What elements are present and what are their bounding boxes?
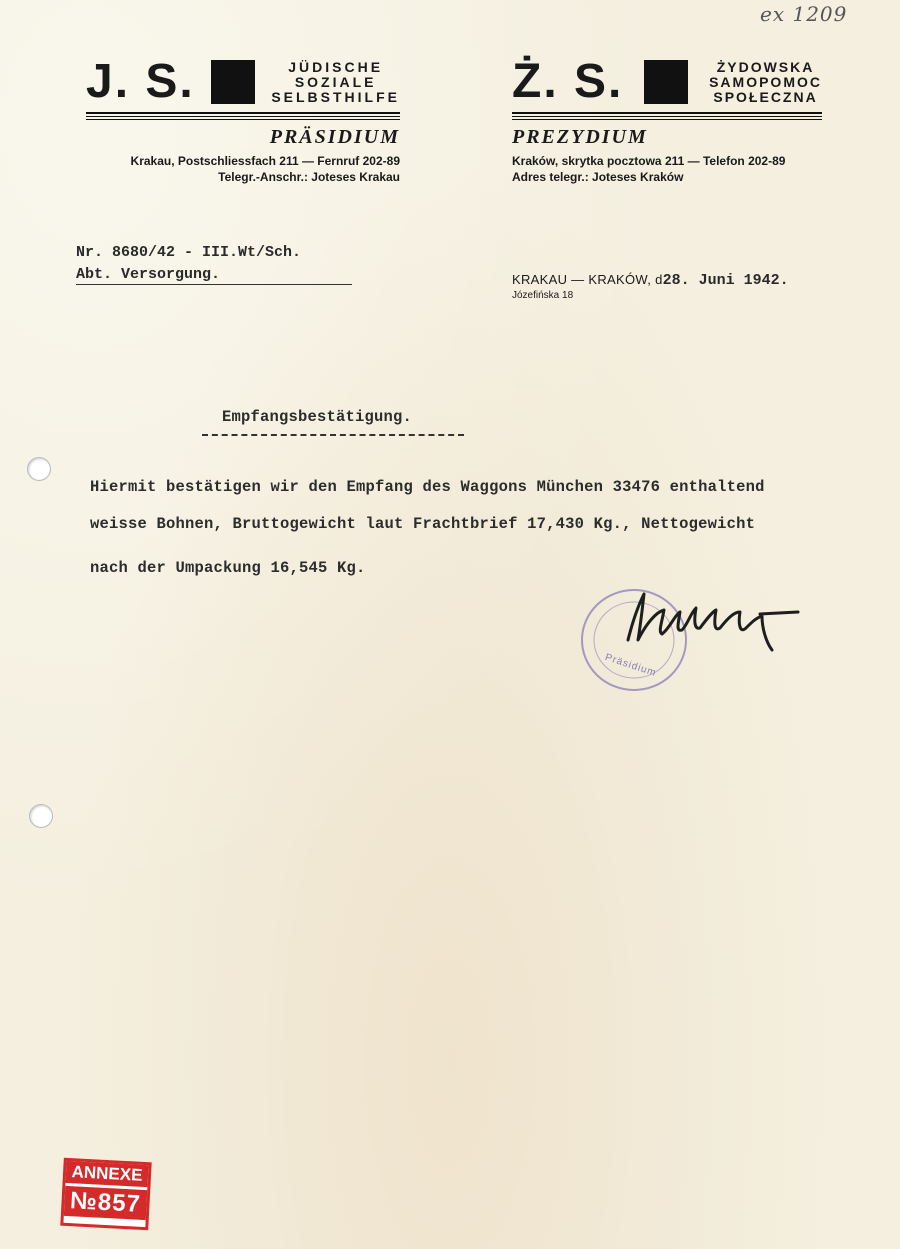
- subject-underline: [202, 434, 464, 436]
- telegraph-line: Telegr.-Anschr.: Joteses Krakau: [218, 170, 400, 184]
- logo-initials-zs: Ż. S.: [512, 55, 624, 108]
- letterhead-rule: [512, 112, 822, 114]
- org-name-line: ŻYDOWSKA: [716, 58, 815, 75]
- org-name-line: SELBSTHILFE: [271, 88, 400, 105]
- punch-hole: [27, 457, 51, 481]
- letterhead-rule: [86, 112, 400, 114]
- letterhead-rule: [86, 116, 400, 117]
- org-name-pl: [709, 60, 822, 105]
- reference-department: Abt. Versorgung.: [76, 266, 352, 285]
- subject-heading: Empfangsbestätigung.: [222, 408, 413, 426]
- telegraph-line: Adres telegr.: Joteses Kraków: [512, 170, 684, 184]
- annexe-title: ANNEXE: [66, 1161, 149, 1187]
- dateline-street: Józefińska 18: [512, 290, 574, 301]
- org-name-line: JÜDISCHE: [288, 58, 384, 75]
- address-line: Kraków, skrytka pocztowa 211 — Telefon 202-89: [512, 154, 786, 168]
- reference-number: Nr. 8680/42 - III.Wt/Sch.: [76, 244, 302, 261]
- body-line: Hiermit bestätigen wir den Empfang des Waggons München 33476 enthaltend: [90, 478, 765, 496]
- annexe-number: №857: [64, 1186, 147, 1220]
- letterhead-left: [86, 55, 400, 185]
- letterhead-rule: [512, 119, 822, 120]
- org-name-line: SPOŁECZNA: [713, 88, 818, 105]
- body-line: weisse Bohnen, Bruttogewicht laut Frachtbrief 17,430 Kg., Nettogewicht: [90, 515, 756, 533]
- org-name-de: [271, 60, 400, 105]
- org-name-line: SAMOPOMOC: [709, 73, 822, 90]
- dateline: [512, 272, 789, 289]
- body-line: nach der Umpackung 16,545 Kg.: [90, 559, 366, 577]
- stamp-text: Präsidium: [603, 652, 658, 679]
- annexe-label: [60, 1158, 151, 1231]
- address-line: Krakau, Postschliessfach 211 — Fernruf 202-89: [130, 154, 400, 168]
- dateline-place: KRAKAU — KRAKÓW, d: [512, 272, 663, 287]
- letterhead-right: [512, 55, 822, 185]
- logo-square: [644, 60, 688, 104]
- department-title: PREZYDIUM: [512, 126, 648, 148]
- logo-square: [211, 60, 255, 104]
- org-name-line: SOZIALE: [294, 73, 377, 90]
- letterhead-rule: [86, 119, 400, 120]
- logo-initials-js: J. S.: [86, 55, 195, 108]
- dateline-date: 28. Juni 1942.: [662, 272, 789, 289]
- signature: [622, 588, 802, 658]
- punch-hole: [29, 804, 53, 828]
- letterhead-rule: [512, 116, 822, 117]
- department-title: PRÄSIDIUM: [269, 126, 400, 148]
- handwritten-reference: ex 1209: [760, 2, 848, 26]
